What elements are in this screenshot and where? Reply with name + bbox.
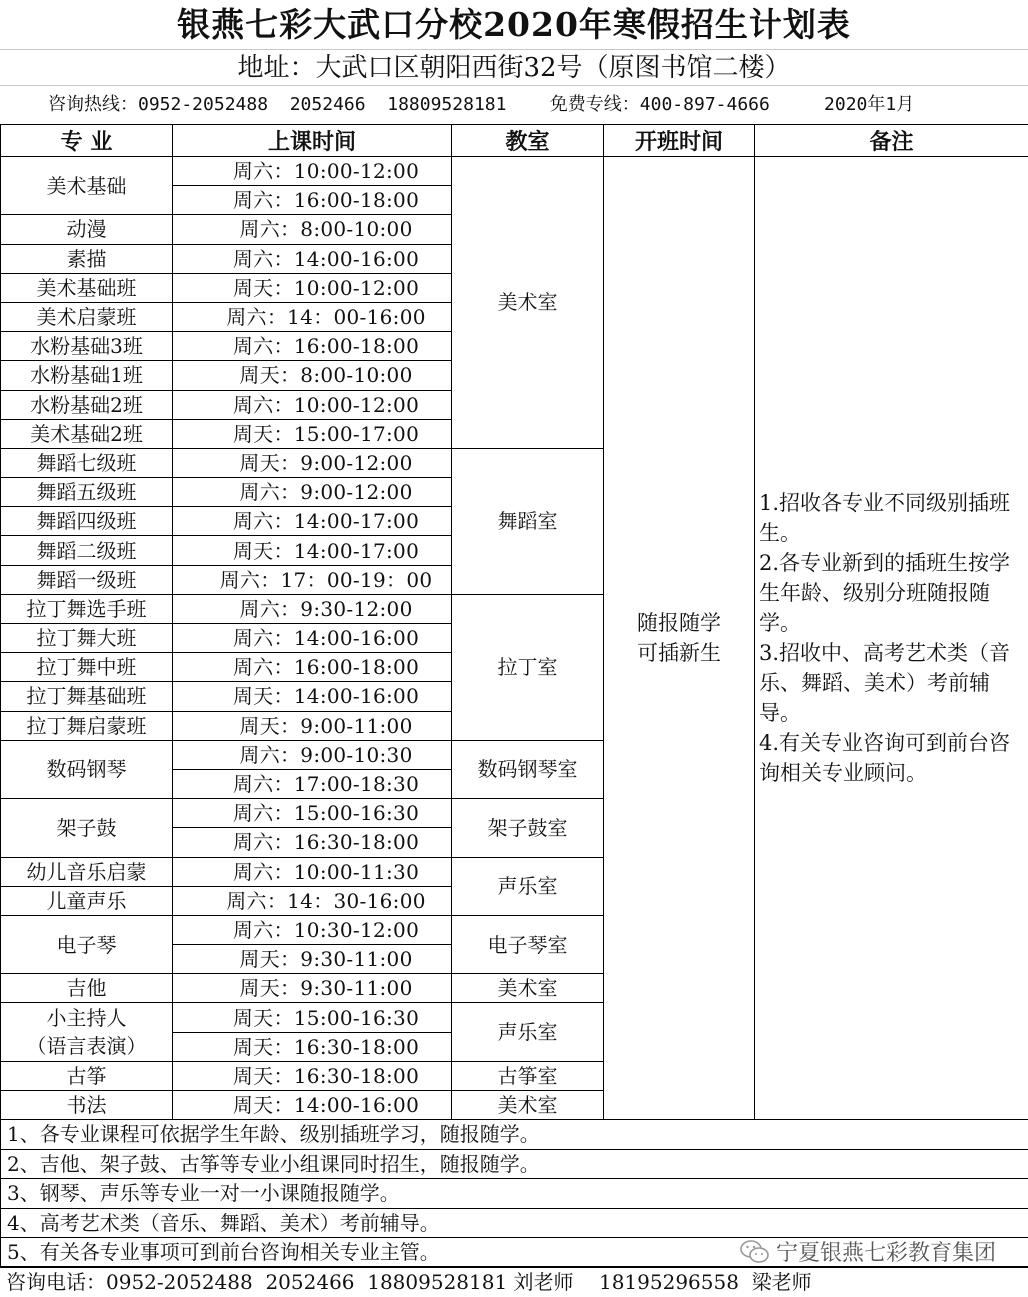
address-line: 地址：大武口区朝阳西街32号（原图书馆二楼） [0, 50, 1028, 86]
room-cell: 声乐室 [452, 857, 604, 915]
time-cell: 周六：9:00-12:00 [173, 478, 452, 507]
time-cell: 周六：16:30-18:00 [173, 828, 452, 857]
subject-cell: 舞蹈七级班 [1, 448, 173, 477]
remark-item: 1.招收各专业不同级别插班生。 [759, 488, 1022, 548]
watermark-text: 宁夏银燕七彩教育集团 [776, 1236, 996, 1267]
subject-cell: 美术基础2班 [1, 419, 173, 448]
footer-note-row [1, 1149, 1028, 1179]
header-remarks: 备注 [755, 125, 1028, 157]
remark-item: 2.各专业新到的插班生按学生年龄、级别分班随报随学。 [759, 548, 1022, 638]
remark-item: 4.有关专业咨询可到前台咨询相关专业顾问。 [759, 728, 1022, 788]
room-cell: 舞蹈室 [452, 448, 604, 594]
time-cell: 周天：9:30-11:00 [173, 945, 452, 974]
time-cell: 周天：16:30-18:00 [173, 1061, 452, 1090]
room-cell: 美术室 [452, 1091, 604, 1120]
time-cell: 周天：14:00-17:00 [173, 536, 452, 565]
time-cell: 周六：10:00-12:00 [173, 157, 452, 186]
subject-cell: 拉丁舞选手班 [1, 594, 173, 623]
time-cell: 周六：14:00-16:00 [173, 244, 452, 273]
room-cell: 古筝室 [452, 1061, 604, 1090]
open-time-cell [604, 157, 755, 1120]
subject-cell: 拉丁舞中班 [1, 653, 173, 682]
time-cell: 周六：8:00-10:00 [173, 215, 452, 244]
subject-cell: 舞蹈一级班 [1, 565, 173, 594]
room-cell: 数码钢琴室 [452, 740, 604, 798]
time-cell: 周六：9:00-10:30 [173, 740, 452, 769]
header-open-time: 开班时间 [604, 125, 755, 157]
subject-cell: 美术基础班 [1, 273, 173, 302]
table-row [1, 157, 1028, 186]
subject-cell: 水粉基础2班 [1, 390, 173, 419]
subject-cell: 架子鼓 [1, 799, 173, 857]
time-cell: 周六：14：30-16:00 [173, 886, 452, 915]
room-cell: 电子琴室 [452, 915, 604, 973]
subject-cell: 水粉基础3班 [1, 332, 173, 361]
time-cell: 周六：10:30-12:00 [173, 915, 452, 944]
footer-note: 5、有关各专业事项可到前台咨询相关专业主管。 [1, 1238, 1028, 1268]
subject-cell: 动漫 [1, 215, 173, 244]
subject-cell: 古筝 [1, 1061, 173, 1090]
subject-cell: 吉他 [1, 974, 173, 1003]
time-cell: 周六：9:30-12:00 [173, 594, 452, 623]
subject-cell: 书法 [1, 1091, 173, 1120]
remark-item: 3.招收中、高考艺术类（音乐、舞蹈、美术）考前辅导。 [759, 638, 1022, 728]
time-cell: 周六：14：00-16:00 [173, 302, 452, 331]
time-cell: 周天：15:00-17:00 [173, 419, 452, 448]
time-cell: 周六：16:00-18:00 [173, 332, 452, 361]
time-cell: 周天：10:00-12:00 [173, 273, 452, 302]
subject-cell: 水粉基础1班 [1, 361, 173, 390]
time-cell: 周六：16:00-18:00 [173, 186, 452, 215]
time-cell: 周天：15:00-16:30 [173, 1003, 452, 1032]
subject-cell: 舞蹈四级班 [1, 507, 173, 536]
time-cell: 周六：14:00-17:00 [173, 507, 452, 536]
header-room: 教室 [452, 125, 604, 157]
subject-cell: 数码钢琴 [1, 740, 173, 798]
time-cell: 周天：14:00-16:00 [173, 682, 452, 711]
time-cell: 周天：14:00-16:00 [173, 1091, 452, 1120]
schedule-table [0, 124, 1028, 1268]
subject-cell: 电子琴 [1, 915, 173, 973]
watermark [740, 1236, 996, 1267]
wechat-icon [740, 1239, 770, 1265]
room-cell: 美术室 [452, 974, 604, 1003]
room-cell: 架子鼓室 [452, 799, 604, 857]
subject-cell: 儿童声乐 [1, 886, 173, 915]
subject-cell: 舞蹈五级班 [1, 478, 173, 507]
footer-note-row [1, 1179, 1028, 1209]
footer-contact: 咨询电话：0952-2052488 2052466 18809528181 刘老师 18195296558 梁老师 [0, 1266, 1028, 1296]
table-header-row [1, 125, 1028, 157]
room-cell: 声乐室 [452, 1003, 604, 1061]
time-cell: 周天：8:00-10:00 [173, 361, 452, 390]
subject-cell-line2: （语言表演） [1, 1032, 173, 1061]
footer-note-row [1, 1208, 1028, 1238]
subject-cell: 拉丁舞启蒙班 [1, 711, 173, 740]
footer-note: 3、钢琴、声乐等专业一对一小课随报随学。 [1, 1179, 1028, 1209]
subject-cell: 舞蹈二级班 [1, 536, 173, 565]
remarks-cell [755, 157, 1028, 1120]
header-subject: 专 业 [1, 125, 173, 157]
subject-cell: 美术基础 [1, 157, 173, 215]
time-cell: 周天：9:00-12:00 [173, 448, 452, 477]
subject-cell: 拉丁舞基础班 [1, 682, 173, 711]
time-cell: 周六：10:00-11:30 [173, 857, 452, 886]
subject-cell: 幼儿音乐启蒙 [1, 857, 173, 886]
time-cell: 周六：17：00-19：00 [173, 565, 452, 594]
contact-line: 咨询热线：0952-2052488 2052466 18809528181 免费专线：400-897-4666 2020年1月 [0, 86, 1028, 124]
time-cell: 周六：14:00-16:00 [173, 624, 452, 653]
subject-cell: 拉丁舞大班 [1, 624, 173, 653]
header-time: 上课时间 [173, 125, 452, 157]
time-cell: 周六：16:00-18:00 [173, 653, 452, 682]
open-time-text: 随报随学可插新生 [629, 608, 729, 668]
subject-cell: 小主持人 [1, 1003, 173, 1032]
time-cell: 周六：10:00-12:00 [173, 390, 452, 419]
time-cell: 周天：16:30-18:00 [173, 1032, 452, 1061]
time-cell: 周六：15:00-16:30 [173, 799, 452, 828]
time-cell: 周六：17:00-18:30 [173, 769, 452, 798]
room-cell: 美术室 [452, 157, 604, 449]
page-title: 银燕七彩大武口分校2020年寒假招生计划表 [0, 0, 1028, 50]
subject-cell: 美术启蒙班 [1, 302, 173, 331]
footer-note: 2、吉他、架子鼓、古筝等专业小组课同时招生，随报随学。 [1, 1149, 1028, 1179]
footer-note: 4、高考艺术类（音乐、舞蹈、美术）考前辅导。 [1, 1208, 1028, 1238]
footer-note: 1、各专业课程可依据学生年龄、级别插班学习，随报随学。 [1, 1120, 1028, 1150]
subject-cell: 素描 [1, 244, 173, 273]
time-cell: 周天：9:00-11:00 [173, 711, 452, 740]
room-cell: 拉丁室 [452, 594, 604, 740]
time-cell: 周天：9:30-11:00 [173, 974, 452, 1003]
footer-note-row [1, 1120, 1028, 1150]
